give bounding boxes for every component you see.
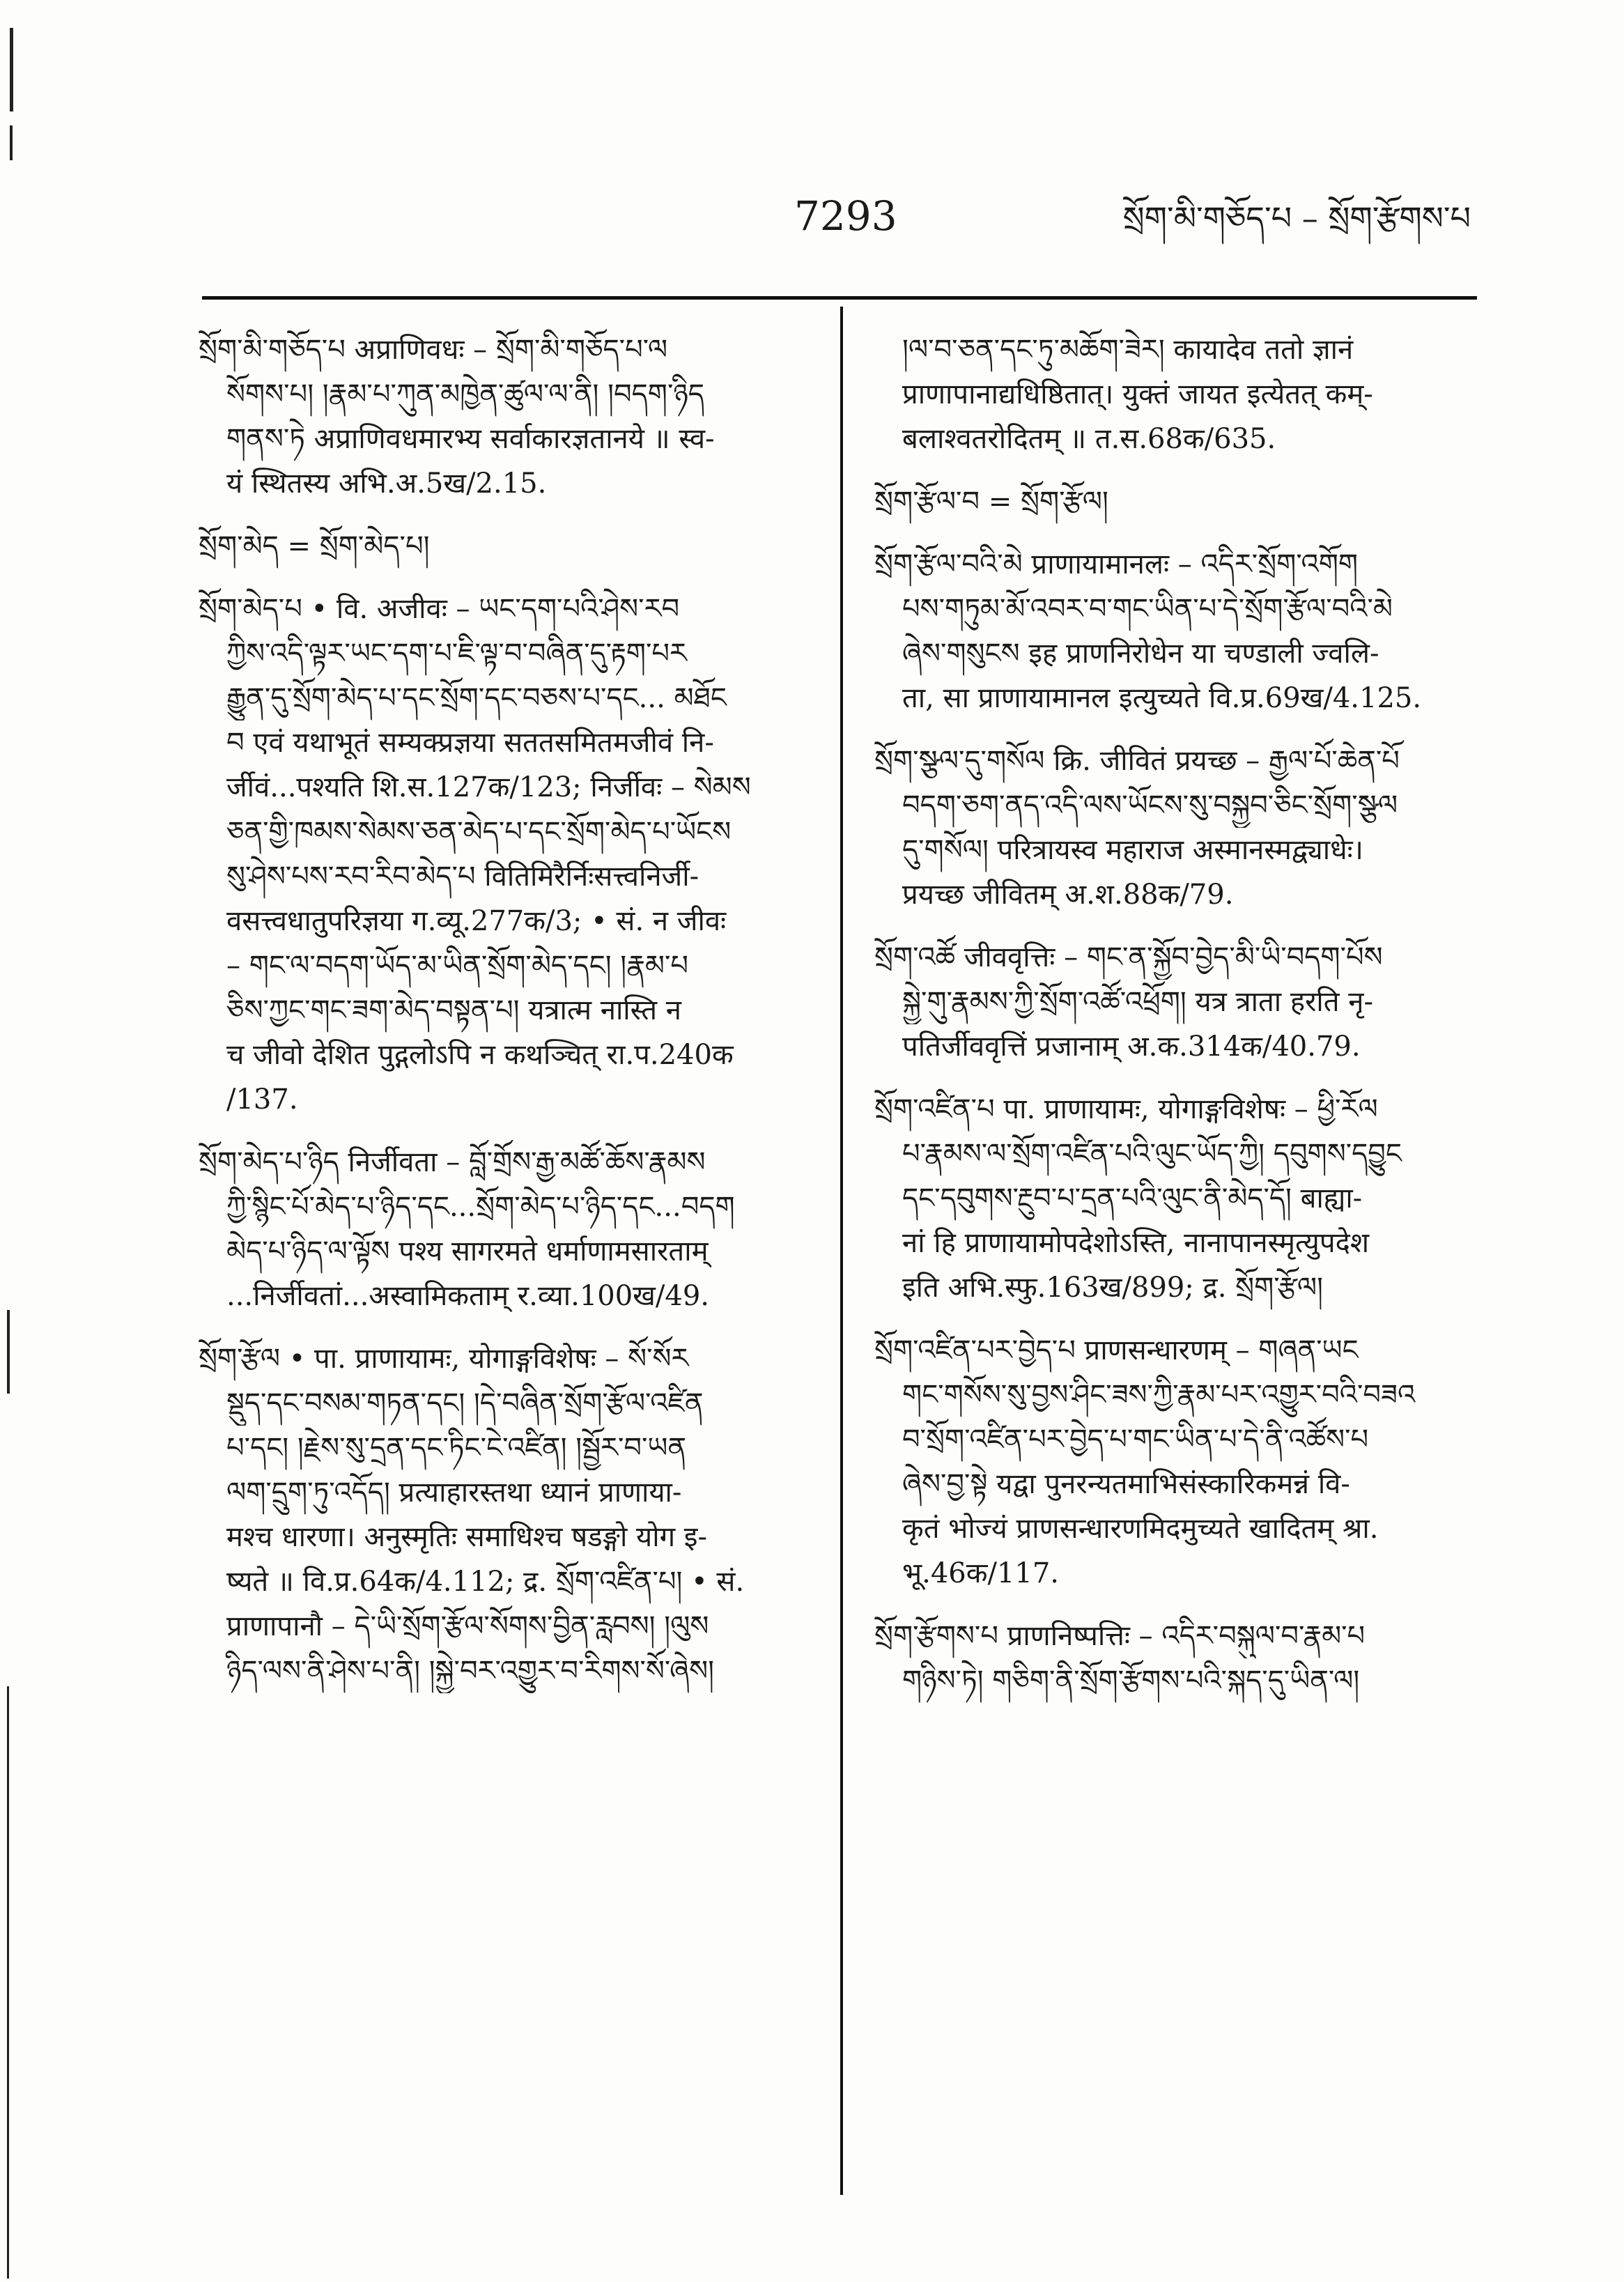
- entry-line: སྲོག་འཚོ जीववृत्तिः – གང་ན་སྐྱོབ་བྱེད་མི་ཡི་བདག་པོས: [874, 941, 1383, 973]
- entry-line: ष्यते ॥ वि.प्र.64क/4.112; द्र. སྲོག་འཛིན་པ། • सं.: [226, 1566, 745, 1598]
- entry-line: པ་རྣམས་ལ་སྲོག་འཛིན་པའི་ལུང་ཡོད་ཀྱི། དབུགས་དབྱུང: [902, 1138, 1402, 1170]
- dictionary-entry: [874, 1614, 1480, 1703]
- entry-line: इति अभि.स्फु.163ख/899; द्र. སྲོག་རྩོལ།: [902, 1272, 1324, 1304]
- entry-line: नां हि प्राणायामोपदेशोऽस्ति, नानापानस्मृत्युपदेश: [902, 1227, 1370, 1259]
- entry-line: ལག་དྲུག་ཏུ་འདོད། प्रत्याहारस्तथा ध्यानं प्राणाया-: [226, 1477, 682, 1509]
- entry-line: वसत्त्वधातुपरिज्ञया ग.व्यू.277क/3; • सं. न जीवः: [226, 905, 727, 937]
- header-rule: [202, 296, 1477, 300]
- entry-line: ཅན་གྱི་ཁམས་སེམས་ཅན་མེད་པ་དང་སྲོག་མེད་པ་ཡོངས: [226, 816, 732, 848]
- cross-reference-entry: [874, 479, 1480, 524]
- entry-line: སྲོག་མེད་པ་ཉིད निर्जीवता – བློ་གྲོས་རྒྱ་མཚོ་ཆོས་རྣམས: [199, 1146, 706, 1178]
- entry-line: प्राणापानौ – དེ་ཡི་སྲོག་རྩོལ་སོགས་བྱིན་རླབས། །ལུས: [226, 1610, 709, 1642]
- entry-line: ཉིད་ལས་ནི་ཤེས་པ་ནི། །སྐྱེ་བར་འགྱུར་བ་རིགས་སོ་ཞེས།: [226, 1655, 714, 1687]
- entry-line: སྲོག་རྩོལ • पा. प्राणायामः, योगाङ्गविशेषः – སོ་སོར: [199, 1343, 689, 1375]
- entry-line: བ་སྲོག་འཛིན་པར་བྱེད་པ་གང་ཡིན་པ་དེ་ནི་འཚོས་པ: [902, 1424, 1369, 1456]
- entry-line: मश्च धारणा। अनुस्मृतिः समाधिश्च षडङ्गो योग इ-: [226, 1521, 707, 1553]
- entry-line: སུ་ཤེས་པས་རབ་རིབ་མེད་པ वितिमिरैर्निःसत्त्वनिर्जी-: [226, 861, 699, 893]
- right-column: [874, 327, 1480, 1721]
- dictionary-entry: [874, 542, 1480, 720]
- dictionary-entry: [199, 1140, 805, 1318]
- entry-line: གཉིས་ཏེ། གཅིག་ནི་སྲོག་རྩོགས་པའི་སྐད་དུ་ཡིན་ལ།: [902, 1665, 1360, 1697]
- entry-line: དང་དབུགས་རྔུབ་པ་དྲན་པའི་ལུང་ནི་མེད་དོ། बाह्या-: [902, 1182, 1363, 1215]
- entry-line: – གང་ལ་བདག་ཡོད་མ་ཡིན་སྲོག་མེད་དང། །རྣམ་པ: [226, 950, 688, 982]
- dictionary-entry: [874, 1087, 1480, 1310]
- entry-line: यं स्थितस्य अभि.अ.5ख/2.15.: [226, 468, 547, 500]
- entry-line: །ལ་བ་ཅན་དང་ཏུ་མཆོག་ཟེར། कायादेव ततो ज्ञानं: [902, 334, 1354, 366]
- entry-line: र्जीवं...पश्यति शि.स.127क/123; निर्जीवः – སེམས: [226, 771, 751, 803]
- binding-edge-mark: [10, 28, 13, 111]
- entry-line: ཀྱི་སྙིང་པོ་མེད་པ་ཉིད་དང...སྲོག་མེད་པ་ཉིད་དང...བདག: [226, 1191, 735, 1223]
- entry-line: སྲོག་རྩོལ་བ = སྲོག་རྩོལ།: [874, 486, 1108, 518]
- entry-line: གནས་ཏེ अप्राणिवधमारभ्य सर्वाकारज्ञतानये ॥ स्व-: [226, 423, 715, 455]
- dictionary-entry: [199, 1336, 805, 1693]
- entry-line: དུ་གསོལ། परित्रायस्व महाराज अस्मानस्मद्व्याधेः।: [902, 834, 1363, 866]
- binding-edge-mark: [7, 1686, 9, 2279]
- entry-line: སྲོག་མེད་པ • वि. अजीवः – ཡང་དག་པའི་ཤེས་རབ: [199, 593, 680, 625]
- page-number: 7293: [794, 192, 897, 240]
- entry-line: प्रयच्छ जीवितम् अ.श.88क/79.: [902, 879, 1234, 911]
- continued-entry: [874, 327, 1480, 461]
- entry-line: སྡུད་དང་བསམ་གཏན་དང། །དེ་བཞིན་སྲོག་རྩོལ་འཛིན: [226, 1387, 704, 1419]
- entry-line: པ་དང། །རྗེས་སུ་དྲན་དང་ཏིང་ངེ་འཛིན། །སྦྱོར་བ་ཡན: [226, 1432, 687, 1464]
- entry-line: भू.46क/117.: [902, 1557, 1059, 1589]
- binding-edge-mark: [7, 1310, 10, 1394]
- entry-line: སྲོག་འཛིན་པ पा. प्राणायामः, योगाङ्गविशेषः – ཕྱི་རོལ: [874, 1093, 1378, 1125]
- entry-line: གང་གསོས་སུ་བྱས་ཤིང་ཟས་ཀྱི་རྣམ་པར་འགྱུར་བའི་བཟའ: [902, 1379, 1416, 1411]
- entry-line: མེད་པ་ཉིད་ལ་ལྟོས पश्य सागरमते धर्माणामसारताम्: [226, 1235, 709, 1267]
- dictionary-entry: [199, 587, 805, 1122]
- running-head: སྲོག་མི་གཅོད་པ – སྲོག་རྩོགས་པ: [1122, 199, 1471, 237]
- dictionary-entry: [874, 935, 1480, 1069]
- entry-line: སྲོག་རྩོགས་པ प्राणनिष्पत्तिः – འདིར་བསྐུལ་བ་རྣམ་པ: [874, 1620, 1366, 1652]
- entry-line: སྲོག་མི་གཅོད་པ अप्राणिवधः – སྲོག་མི་གཅོད་པ་ལ: [199, 334, 668, 366]
- left-column: [199, 327, 805, 1711]
- entry-line: རྒྱུན་དུ་སྲོག་མེད་པ་དང་སྲོག་དང་བཅས་པ་དང... མཐོང: [226, 682, 727, 714]
- page-header: [0, 188, 1624, 286]
- entry-line: སྐྱེ་གུ་རྣམས་ཀྱི་སྲོག་འཚོ་འཕྲོག། यत्र त्राता हरति नृ-: [902, 986, 1374, 1018]
- dictionary-entry: [199, 327, 805, 506]
- entry-line: ཞེས་བྱ་སྟེ यद्वा पुनरन्यतमाभिसंस्कारिकमन्नं वि-: [902, 1468, 1350, 1500]
- entry-line: སྲོག་རྩོལ་བའི་མེ प्राणायामानलः – འདིར་སྲོག་འགོག: [874, 548, 1359, 580]
- entry-line: སོགས་པ། །རྣམ་པ་ཀུན་མཁྱེན་ཚུལ་ལ་ནི། །བདག་ཉིད: [226, 378, 704, 410]
- entry-line: ཀྱིས་འདི་ལྟར་ཡང་དག་པ་ཇི་ལྟ་བ་བཞིན་དུ་རྟག་པར: [226, 638, 687, 670]
- entry-line: བདག་ཅག་ནད་འདི་ལས་ཡོངས་སུ་བསྐྱབ་ཅིང་སྲོག་སྩལ: [902, 789, 1398, 822]
- cross-reference-entry: [199, 524, 805, 569]
- entry-line: ཞེས་གསུངས इह प्राणनिरोधेन या चण्डाली ज्वलि-: [902, 638, 1379, 670]
- entry-line: ता, सा प्राणायामानल इत्युच्यते वि.प्र.69ख/4.125.: [902, 682, 1422, 714]
- entry-line: कृतं भोज्यं प्राणसन्धारणमिदमुच्यते खादितम् श्रा.: [902, 1513, 1379, 1545]
- entry-line: पतिर्जीववृत्तिं प्रजानाम् अ.क.314क/40.79.: [902, 1031, 1361, 1063]
- entry-line: སྲོག་འཛིན་པར་བྱེད་པ प्राणसन्धारणम् – གཞན་ཡང: [874, 1334, 1359, 1366]
- binding-edge-mark: [10, 125, 13, 160]
- entry-line: च जीवो देशित पुद्गलोऽपि न कथञ्चित् रा.प.240क: [226, 1039, 734, 1071]
- entry-line: बलाश्वतरोदितम् ॥ त.स.68क/635.: [902, 423, 1276, 455]
- entry-line: प्राणापानाद्यधिष्ठितात्। युक्तं जायत इत्येतत् कम्-: [902, 378, 1373, 410]
- dictionary-entry: [874, 1328, 1480, 1596]
- entry-line: བ एवं यथाभूतं सम्यक्प्रज्ञया सततसमितमजीवं नि-: [226, 727, 714, 759]
- entry-line: སྲོག་སྩལ་དུ་གསོལ क्रि. जीवितं प्रयच्छ – རྒྱལ་པོ་ཆེན་པོ: [874, 745, 1400, 777]
- entry-line: པས་གཏུམ་མོ་འབར་བ་གང་ཡིན་པ་དེ་སྲོག་རྩོལ་བའི་མེ: [902, 593, 1393, 625]
- entry-line: ...निर्जीवतां...अस्वामिकताम् र.व्या.100ख/49.: [226, 1280, 709, 1312]
- dictionary-entry: [874, 739, 1480, 917]
- entry-line: /137.: [226, 1084, 298, 1116]
- entry-line: སྲོག་མེད = སྲོག་མེད་པ།: [199, 530, 430, 562]
- entry-line: ཅིས་ཀྱང་གང་ཟག་མེད་བསྟན་པ། यत्रात्म नास्ति न: [226, 994, 681, 1026]
- column-divider: [840, 307, 843, 2195]
